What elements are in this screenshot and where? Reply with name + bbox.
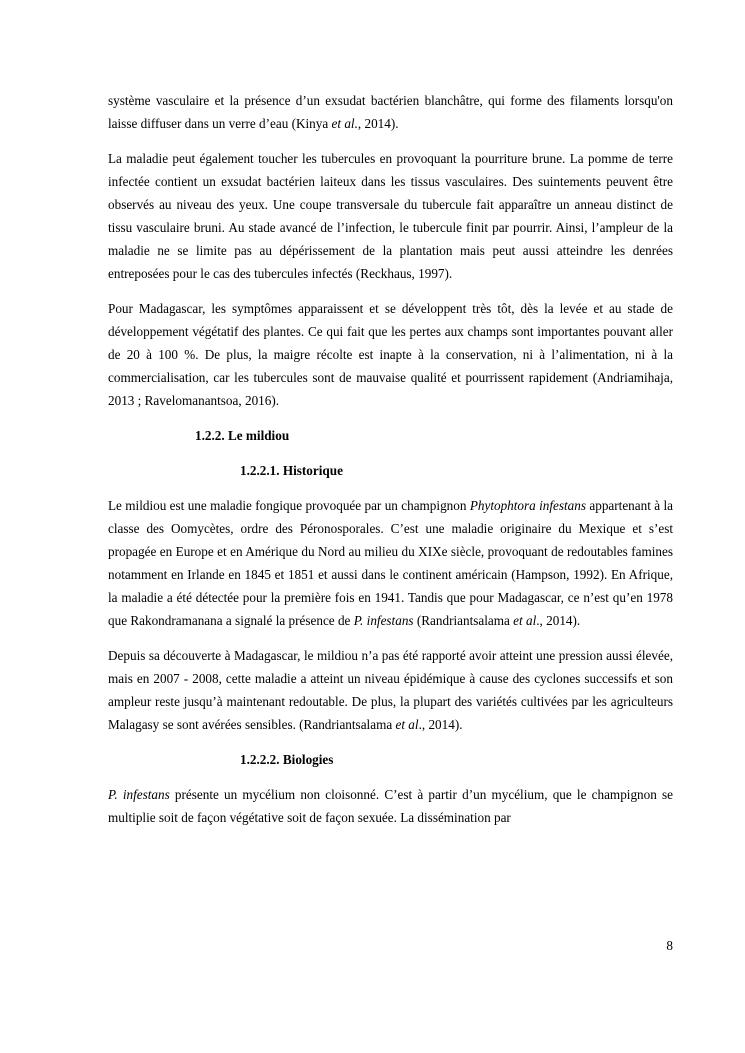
italic-species-name: Phytophtora infestans bbox=[469, 498, 587, 513]
text-run: présente un mycélium non cloisonné. C’est à partir d’un mycélium, que le champignon se multiplie soit de façon végétative soit de façon sexuée. La dissémination par bbox=[108, 787, 673, 825]
italic-species-name: P. infestans bbox=[353, 613, 414, 628]
text-run: , 2014). bbox=[357, 116, 399, 131]
document-body bbox=[108, 89, 673, 841]
text-run: système vasculaire et la présence d’un exsudat bactérien blanchâtre, qui forme des filaments lorsqu'on laisse diffuser dans un verre d’eau (Kinya bbox=[108, 93, 673, 131]
paragraph-madagascar-symptoms: Pour Madagascar, les symptômes apparaissent et se développent très tôt, dès la levée et au stade de développement végétatif des plantes. Ce qui fait que les pertes aux champs sont importantes pouvant aller de 20 à 100 %. De plus, la maigre récolte est inapte à la conservation, ni à l’alimentation, ni à la commercialisation, car les tubercules sont de mauvaise qualité et pourrissent rapidement (Andriamihaja, 2013 ; Ravelomanantsoa, 2016). bbox=[108, 301, 673, 408]
paragraph-biology bbox=[108, 783, 673, 829]
text-run: Depuis sa découverte à Madagascar, le mildiou n’a pas été rapporté avoir atteint une pression aussi élevée, mais en 2007 - 2008, cette maladie a atteint un niveau épidémique à cause des cyclones successifs et son ampleur reste jusqu’à maintenant redoutable. De plus, la plupart des variétés cultivées par les agriculteurs Malagasy se sont avérées sensibles. (Randriantsalama bbox=[108, 648, 673, 732]
text-run: ., 2014). bbox=[418, 717, 463, 732]
page-number: 8 bbox=[666, 938, 673, 953]
italic-et-al: et al bbox=[395, 717, 419, 732]
italic-et-al: et al bbox=[513, 613, 537, 628]
paragraph-mildiou-history bbox=[108, 494, 673, 632]
subsection-heading-historique: 1.2.2.1. Historique bbox=[240, 463, 343, 478]
italic-species-name: P. infestans bbox=[108, 787, 170, 802]
text-run: Le mildiou est une maladie fongique provoquée par un champignon bbox=[108, 498, 470, 513]
text-run: (Randriantsalama bbox=[413, 613, 514, 628]
section-heading-mildiou: 1.2.2. Le mildiou bbox=[195, 428, 290, 443]
italic-et-al: et al. bbox=[331, 116, 358, 131]
text-run: appartenant à la classe des Oomycètes, ordre des Péronosporales. C’est une maladie originaire du Mexique et s’est propagée en Europe et en Amérique du Nord au milieu du XIXe siècle, provoquant de redoutables famines notamment en Irlande en 1845 et 1851 et aussi dans le continent américain (Hampson, 1992). En Afrique, la maladie a été détectée pour la première fois en 1941. Tandis que pour Madagascar, ce n’est qu’en 1978 que Rakondramanana a signalé la présence de bbox=[108, 498, 673, 628]
subsection-heading-biologies: 1.2.2.2. Biologies bbox=[240, 752, 334, 767]
paragraph-brown-rot: La maladie peut également toucher les tubercules en provoquant la pourriture brune. La pomme de terre infectée contient un exsudat bactérien laiteux dans les tissus vasculaires. Des suintements peuvent être observés au niveau des yeux. Une coupe transversale du tubercule fait apparaître un anneau distinct de tissu vasculaire bruni. Au stade avancé de l’infection, le tubercule finit par pourrir. Ainsi, l’ampleur de la maladie ne se limite pas au dépérissement de la plantation mais peut aussi atteindre les denrées entreposées pour le cas des tubercules infectés (Reckhaus, 1997). bbox=[108, 151, 673, 281]
paragraph-mildiou-madagascar bbox=[108, 644, 673, 736]
paragraph-vascular-exudate bbox=[108, 89, 673, 135]
text-run: ., 2014). bbox=[536, 613, 581, 628]
